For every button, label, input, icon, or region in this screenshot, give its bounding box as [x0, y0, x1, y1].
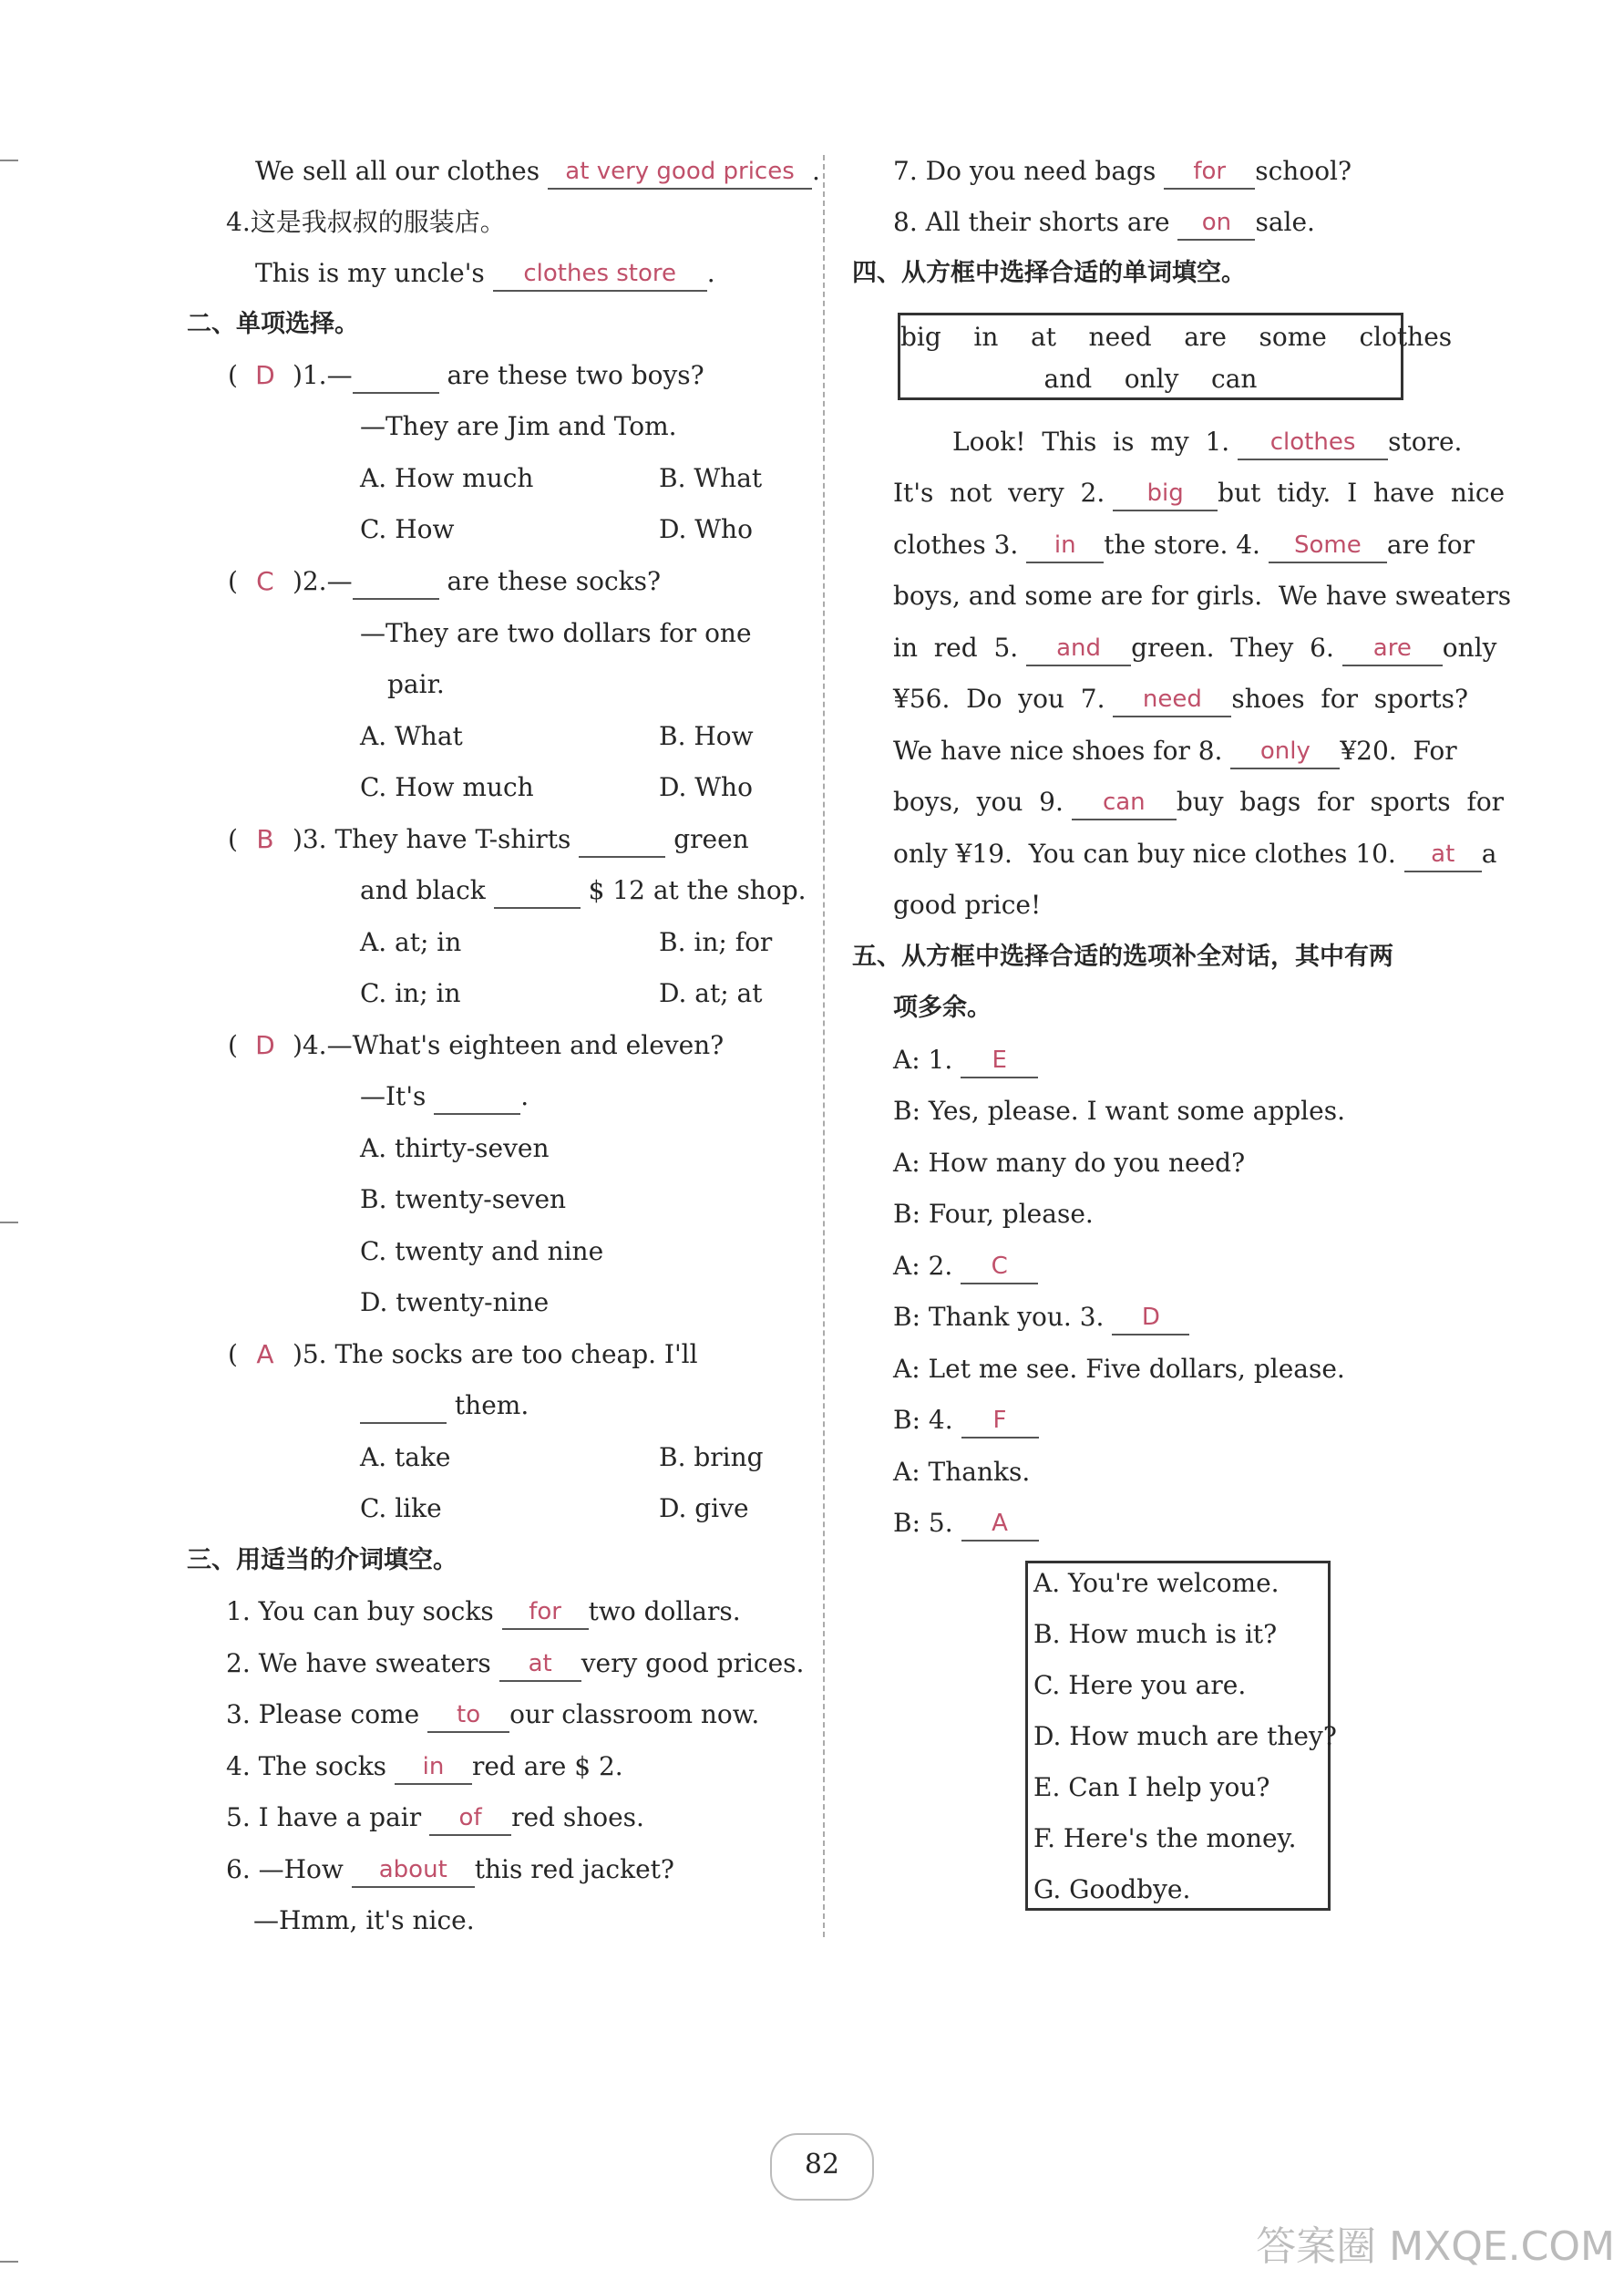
dialog-option: B. How much is it? — [1033, 1619, 1278, 1649]
passage-line: boys, you 9. can buy bags for sports for — [893, 784, 1504, 820]
section-title: 项多余。 — [893, 994, 992, 1022]
mc-option[interactable]: B. twenty-seven — [360, 1184, 567, 1214]
mc-option[interactable]: A. at; in — [360, 927, 462, 957]
mc-option[interactable]: A. How much — [360, 463, 534, 493]
dialog-line: A: Let me see. Five dollars, please. — [893, 1354, 1345, 1384]
passage-line: clothes 3. in the store. 4. Some are for — [893, 527, 1475, 563]
mc-option[interactable]: A. What — [360, 721, 463, 751]
mc-question: ( D )4.—What's eighteen and eleven? — [228, 1027, 724, 1064]
fill-line: 8. All their shorts are on sale. — [893, 204, 1315, 241]
answer-blank[interactable]: and — [1026, 632, 1131, 666]
passage-line: in red 5. and green. They 6. are only — [893, 630, 1496, 666]
dialog-line: B: 4. F — [893, 1402, 1039, 1439]
mc-option[interactable]: C. How — [360, 514, 455, 544]
mc-option[interactable]: C. How much — [360, 772, 534, 802]
mc-option[interactable]: D. twenty-nine — [360, 1287, 550, 1317]
answer-blank[interactable]: at — [1404, 838, 1482, 872]
watermark: 答案圈 MXQE.COM — [1256, 2223, 1615, 2270]
dialog-line: A: How many do you need? — [893, 1148, 1246, 1178]
answer-blank[interactable]: at — [499, 1647, 581, 1682]
mc-option[interactable]: D. give — [659, 1493, 749, 1523]
answer-blank[interactable]: of — [429, 1801, 511, 1836]
answer-blank[interactable]: on — [1177, 206, 1255, 241]
dialog-option: A. You're welcome. — [1033, 1568, 1280, 1598]
fill-line: 1. You can buy socks for two dollars. — [226, 1593, 741, 1630]
fill-line: This is my uncle's clothes store . — [255, 255, 715, 292]
answer-blank — [434, 1080, 520, 1115]
mc-line: —They are two dollars for one — [360, 618, 752, 648]
question-cn: 4.这是我叔叔的服装店。 — [226, 207, 506, 237]
mc-question: ( C )2.— are these socks? — [228, 563, 661, 600]
dialog-line: B: Thank you. 3. D — [893, 1299, 1189, 1335]
passage-line: We have nice shoes for 8. only ¥20. For — [893, 733, 1457, 769]
answer-blank — [353, 359, 439, 394]
passage-line: boys, and some are for girls. We have sweaters — [893, 581, 1512, 611]
answer-blank[interactable]: D — [1112, 1301, 1189, 1335]
dialog-line: B: 5. A — [893, 1505, 1039, 1542]
fill-line: —Hmm, it's nice. — [253, 1905, 475, 1935]
passage-line: ¥56. Do you 7. need shoes for sports? — [893, 681, 1468, 717]
margin-tick — [0, 160, 18, 161]
answer-paren[interactable]: C — [256, 566, 274, 596]
dialog-line: A: Thanks. — [893, 1457, 1031, 1487]
answer-paren[interactable]: A — [256, 1339, 274, 1369]
fill-line: 4. The socks in red are $ 2. — [226, 1748, 623, 1785]
mc-option[interactable]: C. twenty and nine — [360, 1236, 604, 1266]
mc-option[interactable]: B. How — [659, 721, 754, 751]
answer-blank[interactable]: big — [1113, 477, 1218, 511]
mc-line: them. — [360, 1387, 529, 1424]
mc-option[interactable]: B. What — [659, 463, 763, 493]
mc-option[interactable]: A. take — [360, 1442, 451, 1472]
answer-paren[interactable]: D — [255, 360, 275, 390]
fill-line: 7. Do you need bags for school? — [893, 153, 1352, 190]
answer-blank[interactable]: E — [961, 1044, 1038, 1078]
answer-blank[interactable]: only — [1230, 735, 1340, 769]
answer-blank[interactable]: at very good prices — [548, 155, 812, 190]
dialog-option: D. How much are they? — [1033, 1721, 1337, 1751]
answer-blank[interactable]: F — [961, 1404, 1039, 1439]
page-number: 82 — [770, 2133, 874, 2201]
section-title: 三、用适当的介词填空。 — [187, 1546, 457, 1574]
dialog-option: F. Here's the money. — [1033, 1823, 1297, 1853]
mc-option[interactable]: B. in; for — [659, 927, 773, 957]
dialog-options-box — [1025, 1561, 1337, 1911]
passage-line: good price! — [893, 890, 1042, 920]
margin-tick — [0, 2261, 18, 2263]
section-title: 二、单项选择。 — [187, 310, 359, 338]
mc-line: —It's . — [360, 1078, 529, 1115]
answer-paren[interactable]: D — [255, 1030, 275, 1060]
dialog-line: B: Four, please. — [893, 1199, 1094, 1229]
answer-blank — [579, 823, 665, 858]
answer-blank[interactable]: for — [502, 1595, 589, 1630]
dialog-option: G. Goodbye. — [1033, 1874, 1191, 1904]
dialog-option: C. Here you are. — [1033, 1670, 1247, 1700]
fill-line: 5. I have a pair of red shoes. — [226, 1799, 644, 1836]
fill-line: 2. We have sweaters at very good prices. — [226, 1645, 804, 1682]
fill-line: 3. Please come to our classroom now. — [226, 1696, 759, 1733]
mc-question: ( A )5. The socks are too cheap. I'll — [228, 1336, 698, 1373]
mc-line: pair. — [387, 669, 445, 699]
answer-blank[interactable]: are — [1342, 632, 1443, 666]
mc-question: ( B )3. They have T-shirts green — [228, 821, 749, 858]
answer-blank[interactable]: need — [1113, 683, 1231, 717]
passage-line: Look! This is my 1. clothes store. — [952, 424, 1462, 460]
word-bank-line: big in at need are some clothes — [900, 322, 1453, 352]
word-bank-line: and only can — [1043, 364, 1258, 394]
mc-option[interactable]: A. thirty-seven — [360, 1133, 550, 1163]
dialog-line: A: 2. C — [893, 1248, 1038, 1284]
dialog-line: B: Yes, please. I want some apples. — [893, 1096, 1345, 1126]
section-title: 四、从方框中选择合适的单词填空。 — [852, 259, 1246, 287]
mc-option[interactable]: D. Who — [659, 772, 753, 802]
mc-option[interactable]: B. bring — [659, 1442, 764, 1472]
answer-blank[interactable]: clothes store — [493, 257, 707, 292]
mc-line: and black $ 12 at the shop. — [360, 872, 807, 909]
answer-blank[interactable]: clothes — [1238, 426, 1388, 460]
answer-blank — [353, 565, 439, 600]
answer-paren[interactable]: B — [256, 824, 274, 854]
margin-tick — [0, 1222, 18, 1223]
mc-option[interactable]: C. like — [360, 1493, 442, 1523]
answer-blank[interactable]: in — [395, 1750, 472, 1785]
answer-blank — [494, 874, 581, 909]
answer-blank[interactable]: A — [961, 1507, 1039, 1542]
dialog-option: E. Can I help you? — [1033, 1772, 1270, 1802]
answer-blank — [360, 1389, 447, 1424]
dialog-line: A: 1. E — [893, 1042, 1038, 1078]
section-title: 五、从方框中选择合适的选项补全对话，其中有两 — [852, 943, 1393, 971]
mc-line: —They are Jim and Tom. — [360, 411, 677, 441]
passage-line: only ¥19. You can buy nice clothes 10. at a — [893, 836, 1496, 872]
fill-line: 6. —How about this red jacket? — [226, 1851, 674, 1888]
answer-blank[interactable]: C — [961, 1250, 1038, 1284]
mc-option[interactable]: D. at; at — [659, 978, 763, 1008]
answer-blank[interactable]: to — [427, 1698, 509, 1733]
mc-question: ( D )1.— are these two boys? — [228, 357, 704, 394]
mc-option[interactable]: C. in; in — [360, 978, 461, 1008]
answer-blank[interactable]: for — [1164, 155, 1255, 190]
answer-blank[interactable]: Some — [1269, 529, 1387, 563]
mc-option[interactable]: D. Who — [659, 514, 753, 544]
fill-line: We sell all our clothes at very good prices . — [255, 153, 820, 190]
answer-blank[interactable]: in — [1026, 529, 1104, 563]
answer-blank[interactable]: can — [1072, 786, 1177, 820]
column-divider — [823, 155, 825, 1937]
word-bank-box — [898, 313, 1453, 400]
answer-blank[interactable]: about — [352, 1853, 475, 1888]
passage-line: It's not very 2. big but tidy. I have nice — [893, 475, 1505, 511]
